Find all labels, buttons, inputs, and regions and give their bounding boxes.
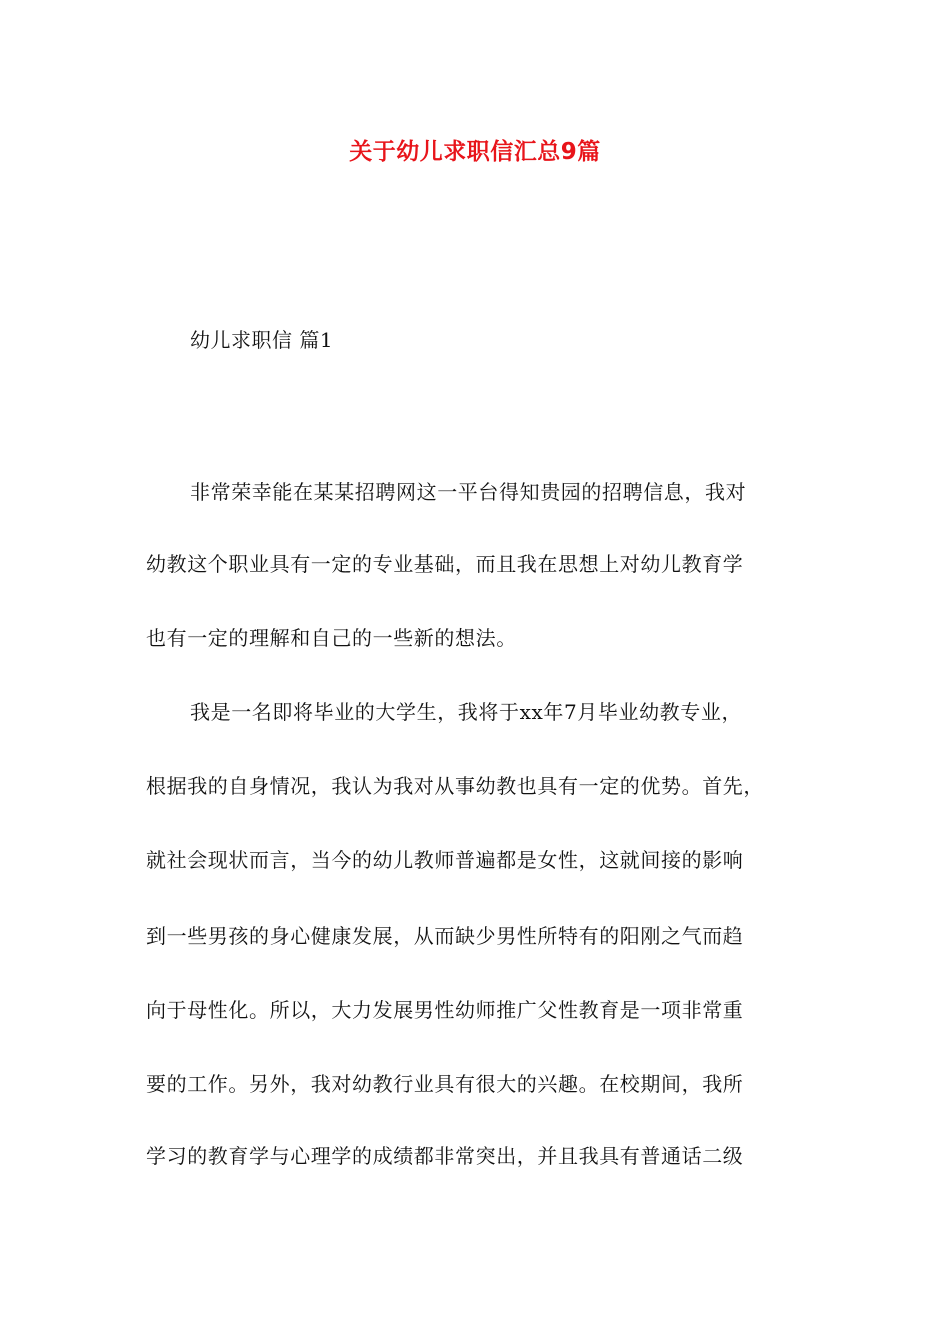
paragraph-line: 也有一定的理解和自己的一些新的想法。: [146, 626, 517, 650]
paragraph-line: 非常荣幸能在某某招聘网这一平台得知贵园的招聘信息，我对: [190, 480, 747, 504]
paragraph-line: 幼教这个职业具有一定的专业基础，而且我在思想上对幼儿教育学: [146, 552, 744, 576]
paragraph-line: 向于母性化。所以，大力发展男性幼师推广父性教育是一项非常重: [146, 998, 744, 1022]
document-title: 关于幼儿求职信汇总9篇: [349, 139, 601, 165]
paragraph-line: 就社会现状而言，当今的幼儿教师普遍都是女性，这就间接的影响: [146, 848, 744, 872]
paragraph-line: 我是一名即将毕业的大学生，我将于xx年7月毕业幼教专业，: [190, 700, 743, 724]
paragraph-line: 要的工作。另外，我对幼教行业具有很大的兴趣。在校期间，我所: [146, 1072, 744, 1096]
paragraph-line: 到一些男孩的身心健康发展，从而缺少男性所特有的阳刚之气而趋: [146, 924, 744, 948]
paragraph-line: 学习的教育学与心理学的成绩都非常突出，并且我具有普通话二级: [146, 1144, 744, 1168]
section-heading: 幼儿求职信 篇1: [190, 328, 334, 352]
paragraph-line: 根据我的自身情况，我认为我对从事幼教也具有一定的优势。首先，: [146, 774, 764, 798]
